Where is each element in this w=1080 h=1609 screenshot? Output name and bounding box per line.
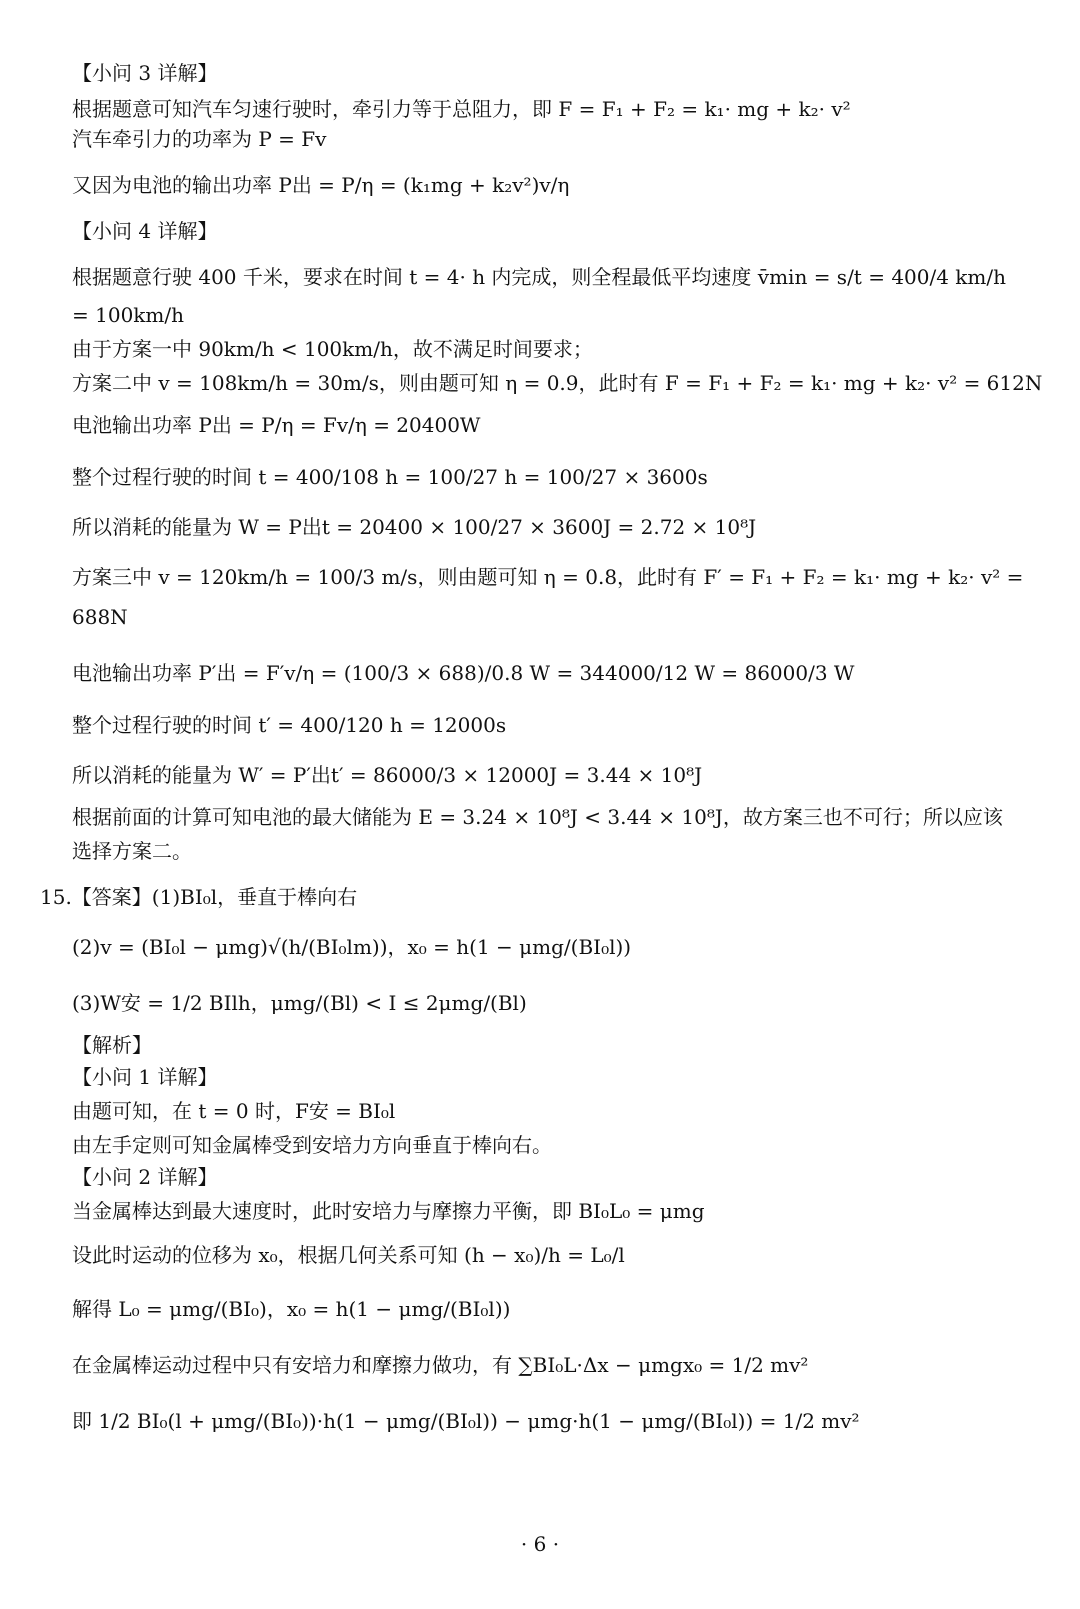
text-line: 整个过程行驶的时间 t = 400/108 h = 100/27 h = 100/27 × 3600s xyxy=(72,465,708,489)
section-heading-q2: 【小问 2 详解】 xyxy=(72,1165,218,1189)
text-line: 设此时运动的位移为 x₀，根据几何关系可知 (h − x₀)/h = L₀/l xyxy=(72,1243,625,1267)
text-line: 所以消耗的能量为 W = P出t = 20400 × 100/27 × 3600J = 2.72 × 10⁸J xyxy=(72,515,757,539)
section-heading-analysis: 【解析】 xyxy=(72,1033,152,1057)
text-line: 又因为电池的输出功率 P出 = P/η = (k₁mg + k₂v²)v/η xyxy=(72,173,570,197)
text-line: 即 1/2 BI₀(l + μmg/(BI₀))·h(1 − μmg/(BI₀l)) − μmg·h(1 − μmg/(BI₀l)) = 1/2 mv² xyxy=(72,1409,860,1433)
section-heading-q1: 【小问 1 详解】 xyxy=(72,1065,218,1089)
text-line: 在金属棒运动过程中只有安培力和摩擦力做功，有 ∑BI₀L·Δx − μmgx₀ = 1/2 mv² xyxy=(72,1353,809,1377)
text-line: 根据题意行驶 400 千米，要求在时间 t = 4· h 内完成，则全程最低平均速度 v̄min = s/t = 400/4 km/h xyxy=(72,265,1007,289)
text-line: 解得 L₀ = μmg/(BI₀)，x₀ = h(1 − μmg/(BI₀l)) xyxy=(72,1297,511,1321)
text-line: 电池输出功率 P′出 = F′v/η = (100/3 × 688)/0.8 W = 344000/12 W = 86000/3 W xyxy=(72,661,855,685)
text-line: 汽车牵引力的功率为 P = Fv xyxy=(72,127,327,151)
section-heading-q4: 【小问 4 详解】 xyxy=(72,219,218,243)
text-line: 由左手定则可知金属棒受到安培力方向垂直于棒向右。 xyxy=(72,1133,552,1157)
text-line: 由于方案一中 90km/h < 100km/h，故不满足时间要求； xyxy=(72,337,593,361)
text-line: 所以消耗的能量为 W′ = P′出t′ = 86000/3 × 12000J = 3.44 × 10⁸J xyxy=(72,763,703,787)
text-line: 电池输出功率 P出 = P/η = Fv/η = 20400W xyxy=(72,413,481,437)
page-number: · 6 · xyxy=(520,1532,560,1556)
text-line: 选择方案二。 xyxy=(72,839,192,863)
answer-line: (3)W安 = 1/2 BIlh，μmg/(Bl) < I ≤ 2μmg/(Bl) xyxy=(72,991,527,1015)
text-line: 整个过程行驶的时间 t′ = 400/120 h = 12000s xyxy=(72,713,507,737)
text-line: 由题可知，在 t = 0 时，F安 = BI₀l xyxy=(72,1099,396,1123)
answer-line: (2)v = (BI₀l − μmg)√(h/(BI₀lm))，x₀ = h(1 − μmg/(BI₀l)) xyxy=(72,935,632,959)
text-line: 当金属棒达到最大速度时，此时安培力与摩擦力平衡，即 BI₀L₀ = μmg xyxy=(72,1199,705,1223)
text-line: 根据题意可知汽车匀速行驶时，牵引力等于总阻力，即 F = F₁ + F₂ = k₁· mg + k₂· v² xyxy=(72,97,851,121)
text-line: 方案二中 v = 108km/h = 30m/s，则由题可知 η = 0.9，此时有 F = F₁ + F₂ = k₁· mg + k₂· v² = 612N xyxy=(72,371,1043,395)
text-line: 根据前面的计算可知电池的最大储能为 E = 3.24 × 10⁸J < 3.44 × 10⁸J，故方案三也不可行；所以应该 xyxy=(72,805,1003,829)
text-line: = 100km/h xyxy=(72,303,184,327)
answer-heading-15: 15.【答案】(1)BI₀l，垂直于棒向右 xyxy=(40,885,358,909)
text-line: 方案三中 v = 120km/h = 100/3 m/s，则由题可知 η = 0.8，此时有 F′ = F₁ + F₂ = k₁· mg + k₂· v² = xyxy=(72,565,1024,589)
text-line: 688N xyxy=(72,605,128,629)
section-heading-q3: 【小问 3 详解】 xyxy=(72,61,218,85)
